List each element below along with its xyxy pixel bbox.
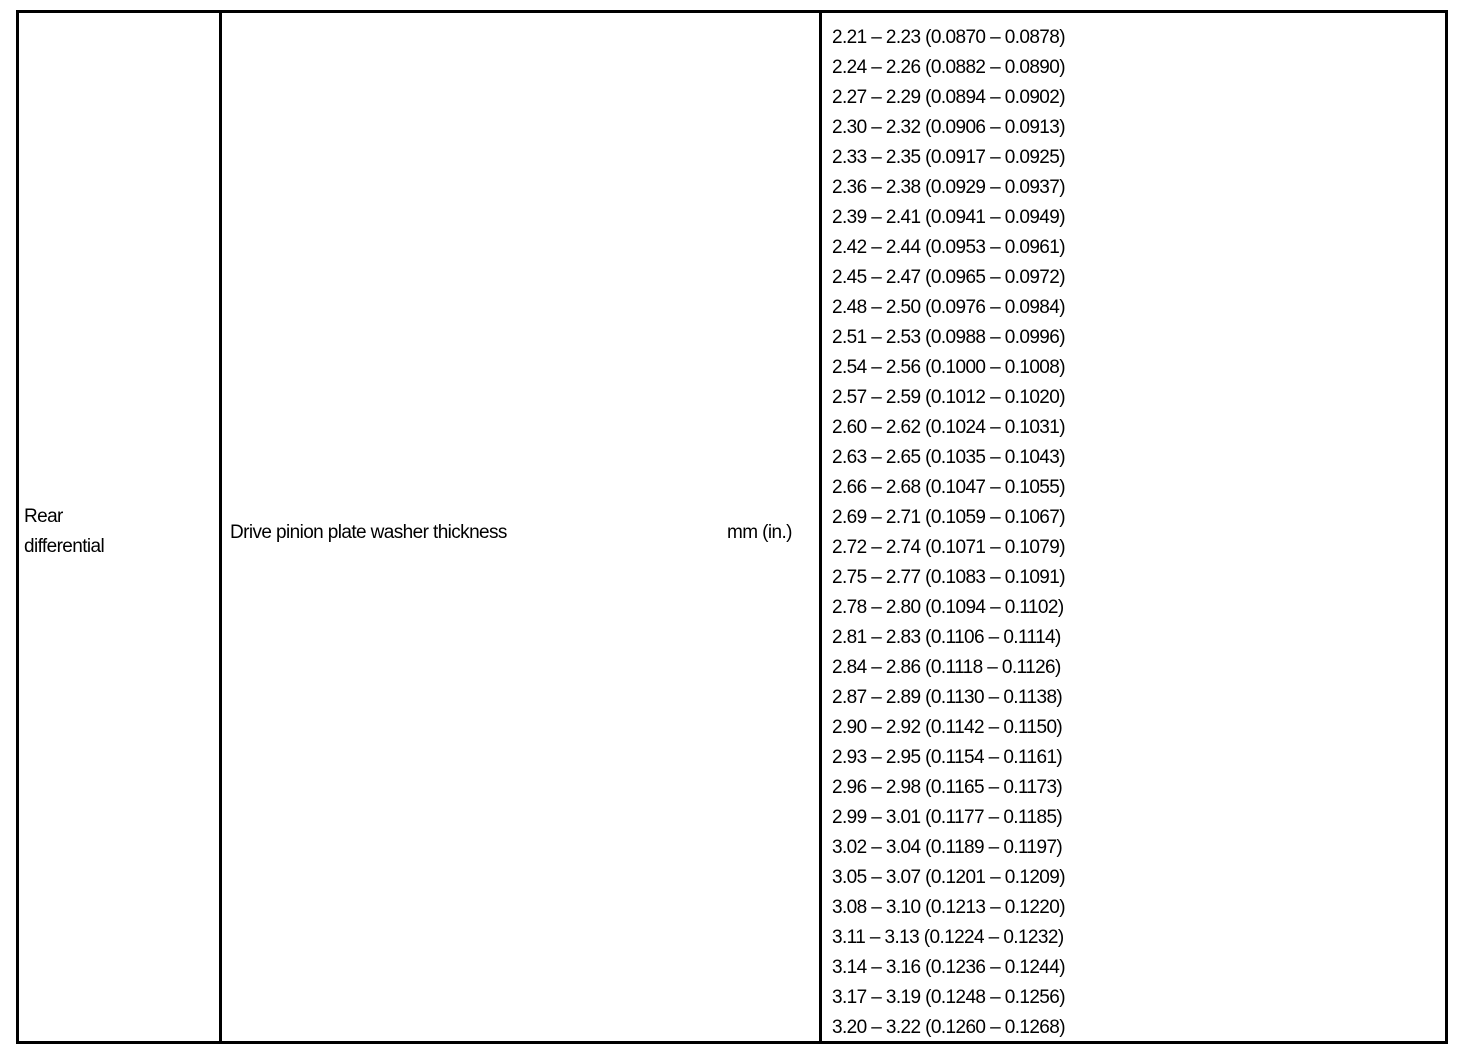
thickness-value-row: 2.78 – 2.80 (0.1094 – 0.1102) [832, 597, 1064, 618]
thickness-value-row: 2.72 – 2.74 (0.1071 – 0.1079) [832, 537, 1065, 558]
thickness-values-list [832, 23, 1065, 1043]
thickness-value-row: 2.27 – 2.29 (0.0894 – 0.0902) [832, 87, 1065, 108]
system-name-cell: Rear differential [24, 506, 105, 557]
thickness-value-row: 2.75 – 2.77 (0.1083 – 0.1091) [832, 567, 1065, 588]
thickness-value-row: 2.96 – 2.98 (0.1165 – 0.1173) [832, 777, 1063, 798]
thickness-value-row: 3.11 – 3.13 (0.1224 – 0.1232) [832, 927, 1064, 948]
unit-label: mm (in.) [727, 522, 792, 543]
thickness-value-row: 3.05 – 3.07 (0.1201 – 0.1209) [832, 867, 1065, 888]
thickness-value-row: 3.20 – 3.22 (0.1260 – 0.1268) [832, 1017, 1065, 1038]
thickness-value-row: 2.39 – 2.41 (0.0941 – 0.0949) [832, 207, 1065, 228]
item-name-cell: Drive pinion plate washer thickness [230, 522, 507, 543]
thickness-value-row: 2.21 – 2.23 (0.0870 – 0.0878) [832, 27, 1065, 48]
spec-table [16, 10, 1448, 1044]
thickness-value-row: 3.08 – 3.10 (0.1213 – 0.1220) [832, 897, 1065, 918]
thickness-value-row: 2.54 – 2.56 (0.1000 – 0.1008) [832, 357, 1065, 378]
thickness-value-row: 2.69 – 2.71 (0.1059 – 0.1067) [832, 507, 1065, 528]
thickness-value-row: 2.60 – 2.62 (0.1024 – 0.1031) [832, 417, 1065, 438]
thickness-value-row: 3.14 – 3.16 (0.1236 – 0.1244) [832, 957, 1065, 978]
thickness-value-row: 3.17 – 3.19 (0.1248 – 0.1256) [832, 987, 1065, 1008]
thickness-value-row: 2.24 – 2.26 (0.0882 – 0.0890) [832, 57, 1065, 78]
thickness-value-row: 2.93 – 2.95 (0.1154 – 0.1161) [832, 747, 1063, 768]
thickness-value-row: 2.36 – 2.38 (0.0929 – 0.0937) [832, 177, 1065, 198]
thickness-value-row: 2.81 – 2.83 (0.1106 – 0.1114) [832, 627, 1061, 648]
thickness-value-row: 2.63 – 2.65 (0.1035 – 0.1043) [832, 447, 1065, 468]
thickness-value-row: 2.45 – 2.47 (0.0965 – 0.0972) [832, 267, 1065, 288]
thickness-value-row: 2.33 – 2.35 (0.0917 – 0.0925) [832, 147, 1065, 168]
thickness-value-row: 2.48 – 2.50 (0.0976 – 0.0984) [832, 297, 1065, 318]
thickness-value-row: 2.66 – 2.68 (0.1047 – 0.1055) [832, 477, 1065, 498]
thickness-value-row: 2.42 – 2.44 (0.0953 – 0.0961) [832, 237, 1065, 258]
thickness-value-row: 2.90 – 2.92 (0.1142 – 0.1150) [832, 717, 1063, 738]
thickness-value-row: 3.02 – 3.04 (0.1189 – 0.1197) [832, 837, 1063, 858]
thickness-value-row: 2.57 – 2.59 (0.1012 – 0.1020) [832, 387, 1065, 408]
thickness-value-row: 2.99 – 3.01 (0.1177 – 0.1185) [832, 807, 1063, 828]
column-divider [819, 13, 822, 1041]
thickness-value-row: 2.51 – 2.53 (0.0988 – 0.0996) [832, 327, 1065, 348]
thickness-value-row: 2.30 – 2.32 (0.0906 – 0.0913) [832, 117, 1065, 138]
column-divider [219, 13, 222, 1041]
thickness-value-row: 2.87 – 2.89 (0.1130 – 0.1138) [832, 687, 1063, 708]
thickness-value-row: 2.84 – 2.86 (0.1118 – 0.1126) [832, 657, 1061, 678]
